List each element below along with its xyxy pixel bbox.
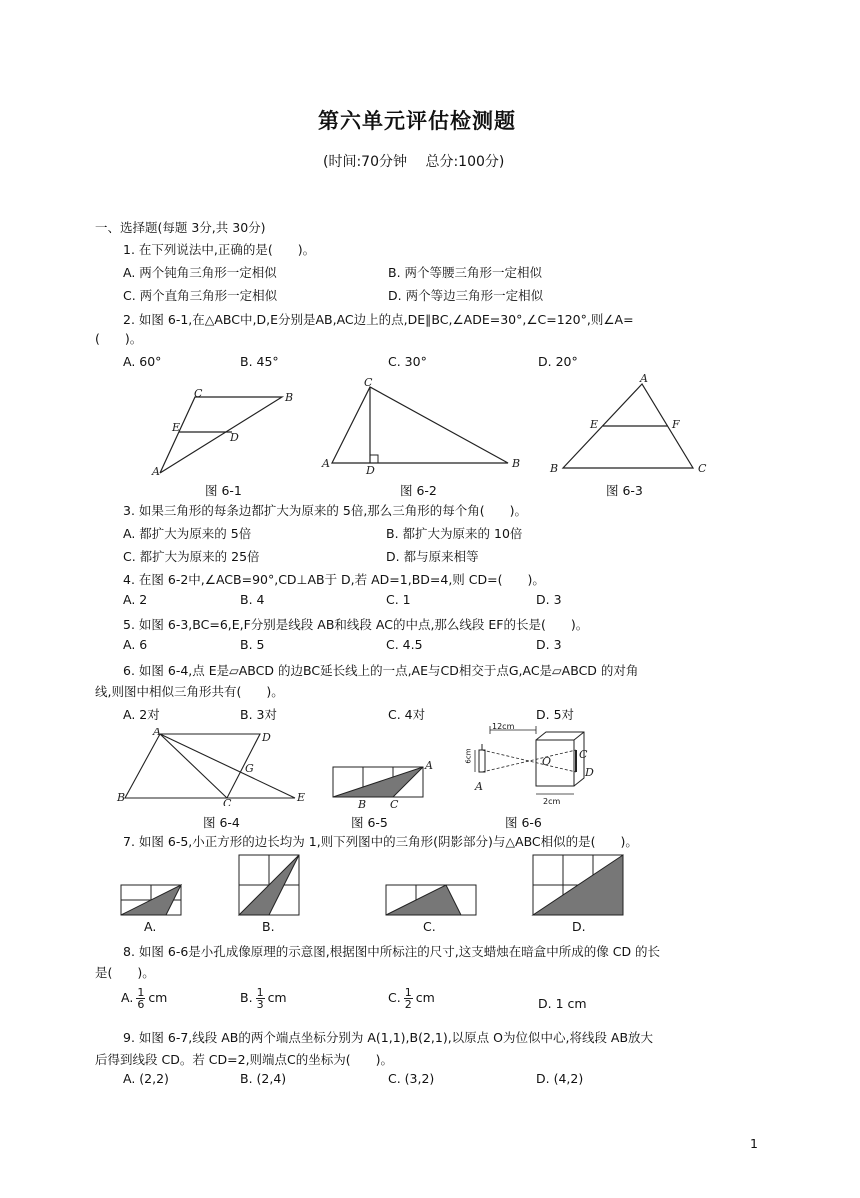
svg-text:E: E [172,421,181,434]
caption-6-1: 图 6-1 [205,483,242,498]
q6-option-a: A. 2对 [123,707,160,722]
q2-option-b: B. 45° [240,354,279,369]
section-heading: 一、选择题(每题 3分,共 30分) [95,220,266,235]
svg-text:C: C [698,462,707,475]
q9-option-b: B. (2,4) [240,1071,287,1086]
q6-option-c: C. 4对 [388,707,426,722]
figure-6-3 [548,372,713,477]
q8-a-unit: cm [148,990,168,1005]
q2-stem-cont: ( )。 [95,331,143,346]
q8-c-prefix: C. [388,990,401,1005]
caption-6-6: 图 6-6 [505,815,542,830]
q2-option-d: D. 20° [538,354,578,369]
q7-stem: 7. 如图 6-5,小正方形的边长均为 1,则下列图中的三角形(阴影部分)与△ABC相似的是( )。 [123,834,638,849]
q6-option-b: B. 3对 [240,707,277,722]
q3-option-b: B. 都扩大为原来的 10倍 [386,526,523,541]
page-subtitle: (时间:70分钟 总分:100分) [323,154,505,170]
q2-option-a: A. 60° [123,354,162,369]
dim-12cm: 12cm [492,722,515,731]
svg-text:G: G [245,762,254,775]
q5-option-a: A. 6 [123,637,148,652]
q1-option-c: C. 两个直角三角形一定相似 [123,288,278,303]
q8-c-unit: cm [415,990,435,1005]
caption-6-2: 图 6-2 [400,483,437,498]
caption-6-5: 图 6-5 [351,815,388,830]
page-number: 1 [750,1136,758,1151]
q8-c-den: 2 [404,998,412,1011]
q5-option-d: D. 3 [536,637,562,652]
svg-text:F: F [672,418,680,431]
q7-figure-c [384,883,480,917]
svg-text:B: B [117,791,126,804]
q7-option-c: C. [423,919,436,934]
svg-text:B: B [358,798,367,810]
q6-stem: 6. 如图 6-4,点 E是▱ABCD 的边BC延长线上的一点,AE与CD相交于点G,AC是▱ABCD 的对角 [123,663,639,678]
svg-text:E: E [297,791,306,804]
figure-6-1 [150,385,300,480]
q3-option-a: A. 都扩大为原来的 5倍 [123,526,252,541]
q4-stem: 4. 在图 6-2中,∠ACB=90°,CD⊥AB于 D,若 AD=1,BD=4,则 CD=( )。 [123,572,545,587]
q9-stem-cont: 后得到线段 CD。若 CD=2,则端点C的坐标为( )。 [95,1052,394,1067]
caption-6-4: 图 6-4 [203,815,240,830]
svg-text:A: A [152,465,160,478]
q1-option-d: D. 两个等边三角形一定相似 [388,288,544,303]
figure-6-6 [462,722,612,810]
svg-text:D: D [262,731,271,744]
q8-stem: 8. 如图 6-6是小孔成像原理的示意图,根据图中所标注的尺寸,这支蜡烛在暗盒中所成的像 CD 的长 [123,944,661,959]
q2-stem: 2. 如图 6-1,在△ABC中,D,E分别是AB,AC边上的点,DE∥BC,∠ADE=30°,∠C=120°,则∠A= [123,312,634,327]
q9-stem: 9. 如图 6-7,线段 AB的两个端点坐标分别为 A(1,1),B(2,1),以原点 O为位似中心,将线段 AB放大 [123,1030,654,1045]
q3-stem: 3. 如果三角形的每条边都扩大为原来的 5倍,那么三角形的每个角( )。 [123,503,528,518]
q8-option-d: D. 1 cm [538,996,587,1011]
svg-text:A: A [153,728,161,738]
q2-option-c: C. 30° [388,354,427,369]
q5-option-c: C. 4.5 [386,637,423,652]
svg-text:D: D [366,464,375,475]
q6-stem-cont: 线,则图中相似三角形共有( )。 [95,684,284,699]
dim-6cm: 6cm [464,748,473,764]
svg-text:A: A [425,760,433,772]
q1-option-b: B. 两个等腰三角形一定相似 [388,265,543,280]
q8-b-unit: cm [267,990,287,1005]
q3-option-c: C. 都扩大为原来的 25倍 [123,549,260,564]
q8-b-num: 1 [256,986,264,999]
q4-option-b: B. 4 [240,592,265,607]
q8-b-prefix: B. [240,990,253,1005]
q7-figure-d [531,853,627,917]
q7-option-d: D. [572,919,586,934]
q7-option-a: A. [144,919,157,934]
svg-text:B: B [512,457,521,470]
q8-c-num: 1 [404,986,412,999]
svg-text:A: A [475,780,483,793]
svg-text:C: C [390,798,399,810]
q8-b-fraction [256,987,265,1010]
svg-text:D: D [230,431,239,444]
q9-option-c: C. (3,2) [388,1071,435,1086]
q9-option-a: A. (2,2) [123,1071,169,1086]
q8-stem-cont: 是( )。 [95,965,155,980]
q8-b-den: 3 [256,998,264,1011]
svg-text:A: A [322,457,330,470]
svg-text:E: E [590,418,599,431]
svg-text:B: B [550,462,559,475]
q8-option-b [240,987,287,1010]
q7-figure-b [237,853,303,917]
svg-text:C: C [579,748,588,761]
q8-a-den: 6 [137,998,145,1011]
q8-a-num: 1 [137,986,145,999]
q8-c-fraction [404,987,413,1010]
q7-option-b: B. [262,919,275,934]
q8-option-c [388,987,435,1010]
q4-option-c: C. 1 [386,592,411,607]
q9-option-d: D. (4,2) [536,1071,584,1086]
q7-figure-a [119,883,185,917]
figure-6-2 [318,375,528,475]
figure-6-4 [115,728,307,806]
q8-a-fraction [136,987,145,1010]
q5-option-b: B. 5 [240,637,265,652]
q4-option-d: D. 3 [536,592,562,607]
q8-a-prefix: A. [121,990,134,1005]
figure-6-5 [328,760,436,810]
svg-text:C: C [223,797,232,806]
page-title: 第六单元评估检测题 [318,109,516,133]
q1-stem: 1. 在下列说法中,正确的是( )。 [123,242,316,257]
q5-stem: 5. 如图 6-3,BC=6,E,F分别是线段 AB和线段 AC的中点,那么线段 EF的长是( )。 [123,617,589,632]
q3-option-d: D. 都与原来相等 [386,549,479,564]
svg-text:C: C [194,387,203,400]
svg-text:D: D [585,766,594,779]
q4-option-a: A. 2 [123,592,148,607]
svg-text:B: B [285,391,294,404]
q6-option-d: D. 5对 [536,707,575,722]
dim-2cm: 2cm [543,797,561,806]
q8-option-a [121,987,167,1010]
q1-option-a: A. 两个钝角三角形一定相似 [123,265,277,280]
svg-text:O: O [542,755,552,768]
svg-text:C: C [364,376,373,389]
caption-6-3: 图 6-3 [606,483,643,498]
svg-text:A: A [640,372,648,385]
